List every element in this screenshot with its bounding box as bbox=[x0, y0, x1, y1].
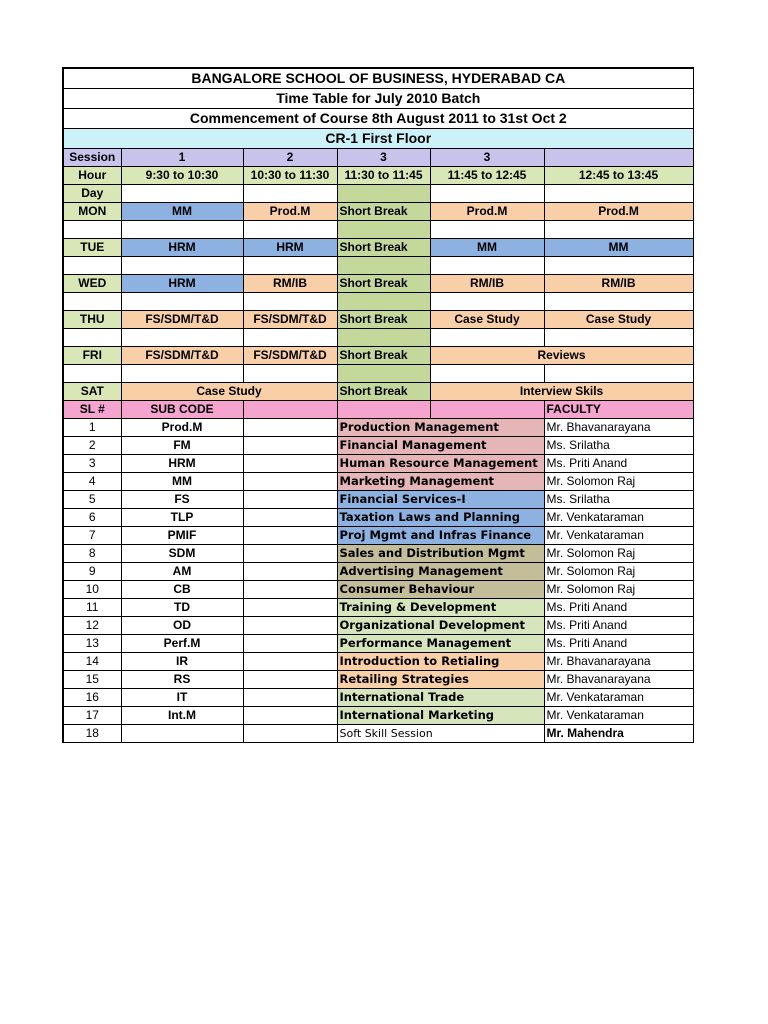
sl-number: 18 bbox=[63, 725, 121, 743]
class-cell: FS/SDM/T&D bbox=[243, 347, 337, 365]
hour-slot: 11:30 to 11:45 bbox=[337, 167, 430, 185]
class-cell: RM/IB bbox=[243, 275, 337, 293]
faculty-header: FACULTY bbox=[544, 401, 693, 419]
faculty-name: Mr. Venkataraman bbox=[544, 509, 693, 527]
subject-name: Human Resource Management bbox=[337, 455, 544, 473]
subject-row bbox=[63, 653, 693, 671]
subject-name: Proj Mgmt and Infras Finance bbox=[337, 527, 544, 545]
sub-code: OD bbox=[121, 617, 243, 635]
faculty-name: Ms. Priti Anand bbox=[544, 455, 693, 473]
timetable-subtitle: Time Table for July 2010 Batch bbox=[63, 89, 693, 109]
sl-number: 1 bbox=[63, 419, 121, 437]
subject-row bbox=[63, 707, 693, 725]
sub-code: FM bbox=[121, 437, 243, 455]
day-label: Day bbox=[63, 185, 121, 203]
faculty-name: Mr. Mahendra bbox=[544, 725, 693, 743]
faculty-name: Ms. Priti Anand bbox=[544, 617, 693, 635]
session-number: 3 bbox=[337, 149, 430, 167]
sub-code: AM bbox=[121, 563, 243, 581]
sl-number: 10 bbox=[63, 581, 121, 599]
class-cell: Case Study bbox=[121, 383, 337, 401]
faculty-name: Mr. Bhavanarayana bbox=[544, 653, 693, 671]
day-cell: SAT bbox=[63, 383, 121, 401]
sub-code: FS bbox=[121, 491, 243, 509]
session-number: 1 bbox=[121, 149, 243, 167]
sl-number: 9 bbox=[63, 563, 121, 581]
faculty-name: Mr. Bhavanarayana bbox=[544, 419, 693, 437]
subject-name: Financial Services-I bbox=[337, 491, 544, 509]
sub-code: Int.M bbox=[121, 707, 243, 725]
faculty-name: Mr. Solomon Raj bbox=[544, 563, 693, 581]
class-cell: MM bbox=[430, 239, 544, 257]
day-cell: FRI bbox=[63, 347, 121, 365]
hour-slot: 11:45 to 12:45 bbox=[430, 167, 544, 185]
hour-slot: 12:45 to 13:45 bbox=[544, 167, 693, 185]
faculty-name: Mr. Bhavanarayana bbox=[544, 671, 693, 689]
sub-code: Prod.M bbox=[121, 419, 243, 437]
subject-name: Introduction to Retialing bbox=[337, 653, 544, 671]
class-cell: FS/SDM/T&D bbox=[121, 311, 243, 329]
sub-code: SDM bbox=[121, 545, 243, 563]
subject-name: Sales and Distribution Mgmt bbox=[337, 545, 544, 563]
sl-number: 3 bbox=[63, 455, 121, 473]
subject-row bbox=[63, 725, 693, 743]
subject-row bbox=[63, 671, 693, 689]
subject-name: Advertising Management bbox=[337, 563, 544, 581]
subject-row bbox=[63, 563, 693, 581]
subject-row bbox=[63, 545, 693, 563]
sub-code: PMIF bbox=[121, 527, 243, 545]
subject-list bbox=[63, 419, 693, 743]
hour-slot: 9:30 to 10:30 bbox=[121, 167, 243, 185]
class-cell: HRM bbox=[243, 239, 337, 257]
class-cell: Reviews bbox=[430, 347, 693, 365]
subject-name: Retailing Strategies bbox=[337, 671, 544, 689]
sl-number: 7 bbox=[63, 527, 121, 545]
timetable-row-wed bbox=[63, 275, 693, 293]
timetable-row-fri bbox=[63, 347, 693, 365]
session-row bbox=[63, 149, 693, 167]
sl-header: SL # bbox=[63, 401, 121, 419]
subject-name: Marketing Management bbox=[337, 473, 544, 491]
hour-slot: 10:30 to 11:30 bbox=[243, 167, 337, 185]
timetable-row-mon bbox=[63, 203, 693, 221]
sl-number: 4 bbox=[63, 473, 121, 491]
faculty-name: Ms. Priti Anand bbox=[544, 599, 693, 617]
sub-code: HRM bbox=[121, 455, 243, 473]
class-cell: RM/IB bbox=[544, 275, 693, 293]
session-number: 2 bbox=[243, 149, 337, 167]
faculty-name: Mr. Venkataraman bbox=[544, 527, 693, 545]
subject-name: Production Management bbox=[337, 419, 544, 437]
class-cell: Interview Skils bbox=[430, 383, 693, 401]
subject-name: Financial Management bbox=[337, 437, 544, 455]
spreadsheet-timetable bbox=[62, 67, 659, 743]
faculty-name: Mr. Venkataraman bbox=[544, 707, 693, 725]
subject-name: International Marketing bbox=[337, 707, 544, 725]
faculty-name: Ms. Srilatha bbox=[544, 437, 693, 455]
subject-row bbox=[63, 491, 693, 509]
hour-row bbox=[63, 167, 693, 185]
classroom-label: CR-1 First Floor bbox=[63, 129, 693, 149]
sl-number: 5 bbox=[63, 491, 121, 509]
subject-name: Soft Skill Session bbox=[337, 725, 544, 743]
class-cell: Prod.M bbox=[430, 203, 544, 221]
hour-label: Hour bbox=[63, 167, 121, 185]
faculty-name: Ms. Priti Anand bbox=[544, 635, 693, 653]
day-row bbox=[63, 185, 693, 203]
sl-number: 14 bbox=[63, 653, 121, 671]
subject-row bbox=[63, 419, 693, 437]
subject-row bbox=[63, 635, 693, 653]
sub-code: Perf.M bbox=[121, 635, 243, 653]
subject-name: International Trade bbox=[337, 689, 544, 707]
subject-name: Consumer Behaviour bbox=[337, 581, 544, 599]
sl-number: 6 bbox=[63, 509, 121, 527]
session-number bbox=[544, 149, 693, 167]
sl-number: 12 bbox=[63, 617, 121, 635]
timetable-grid bbox=[62, 67, 694, 743]
subject-row bbox=[63, 527, 693, 545]
sl-number: 15 bbox=[63, 671, 121, 689]
sl-number: 2 bbox=[63, 437, 121, 455]
class-cell: Case Study bbox=[430, 311, 544, 329]
break-cell: Short Break bbox=[337, 383, 430, 401]
faculty-name: Ms. Srilatha bbox=[544, 491, 693, 509]
subject-name: Training & Development bbox=[337, 599, 544, 617]
school-title: BANGALORE SCHOOL OF BUSINESS, HYDERABAD CA bbox=[63, 68, 693, 89]
break-cell: Short Break bbox=[337, 275, 430, 293]
day-cell: MON bbox=[63, 203, 121, 221]
subject-row bbox=[63, 689, 693, 707]
timetable-row-tue bbox=[63, 239, 693, 257]
session-label: Session bbox=[63, 149, 121, 167]
subject-name: Performance Management bbox=[337, 635, 544, 653]
class-cell: Case Study bbox=[544, 311, 693, 329]
timetable-row-sat bbox=[63, 383, 693, 401]
sub-code: IR bbox=[121, 653, 243, 671]
sl-number: 17 bbox=[63, 707, 121, 725]
sub-code-header: SUB CODE bbox=[121, 401, 243, 419]
subject-name: Organizational Development bbox=[337, 617, 544, 635]
sl-number: 13 bbox=[63, 635, 121, 653]
sl-number: 16 bbox=[63, 689, 121, 707]
subject-row bbox=[63, 437, 693, 455]
faculty-name: Mr. Solomon Raj bbox=[544, 545, 693, 563]
sub-code: CB bbox=[121, 581, 243, 599]
faculty-name: Mr. Solomon Raj bbox=[544, 581, 693, 599]
course-commencement: Commencement of Course 8th August 2011 to 31st Oct 2 bbox=[63, 109, 693, 129]
subject-row bbox=[63, 617, 693, 635]
day-cell: THU bbox=[63, 311, 121, 329]
break-cell: Short Break bbox=[337, 239, 430, 257]
subject-row bbox=[63, 473, 693, 491]
class-cell: Prod.M bbox=[544, 203, 693, 221]
sub-code: RS bbox=[121, 671, 243, 689]
sub-code: IT bbox=[121, 689, 243, 707]
sub-code: TD bbox=[121, 599, 243, 617]
break-cell: Short Break bbox=[337, 203, 430, 221]
class-cell: FS/SDM/T&D bbox=[243, 311, 337, 329]
timetable-row-thu bbox=[63, 311, 693, 329]
break-cell: Short Break bbox=[337, 311, 430, 329]
subject-row bbox=[63, 509, 693, 527]
class-cell: Prod.M bbox=[243, 203, 337, 221]
break-cell: Short Break bbox=[337, 347, 430, 365]
day-cell: WED bbox=[63, 275, 121, 293]
class-cell: HRM bbox=[121, 239, 243, 257]
subject-row bbox=[63, 581, 693, 599]
sl-number: 8 bbox=[63, 545, 121, 563]
day-cell: TUE bbox=[63, 239, 121, 257]
sub-code: MM bbox=[121, 473, 243, 491]
faculty-name: Mr. Solomon Raj bbox=[544, 473, 693, 491]
faculty-name: Mr. Venkataraman bbox=[544, 689, 693, 707]
session-number: 3 bbox=[430, 149, 544, 167]
class-cell: MM bbox=[544, 239, 693, 257]
class-cell: RM/IB bbox=[430, 275, 544, 293]
sub-code bbox=[121, 725, 243, 743]
sl-number: 11 bbox=[63, 599, 121, 617]
sub-code: TLP bbox=[121, 509, 243, 527]
subject-row bbox=[63, 455, 693, 473]
subject-row bbox=[63, 599, 693, 617]
subjects-header-row bbox=[63, 401, 693, 419]
subject-name: Taxation Laws and Planning bbox=[337, 509, 544, 527]
class-cell: FS/SDM/T&D bbox=[121, 347, 243, 365]
class-cell: MM bbox=[121, 203, 243, 221]
class-cell: HRM bbox=[121, 275, 243, 293]
